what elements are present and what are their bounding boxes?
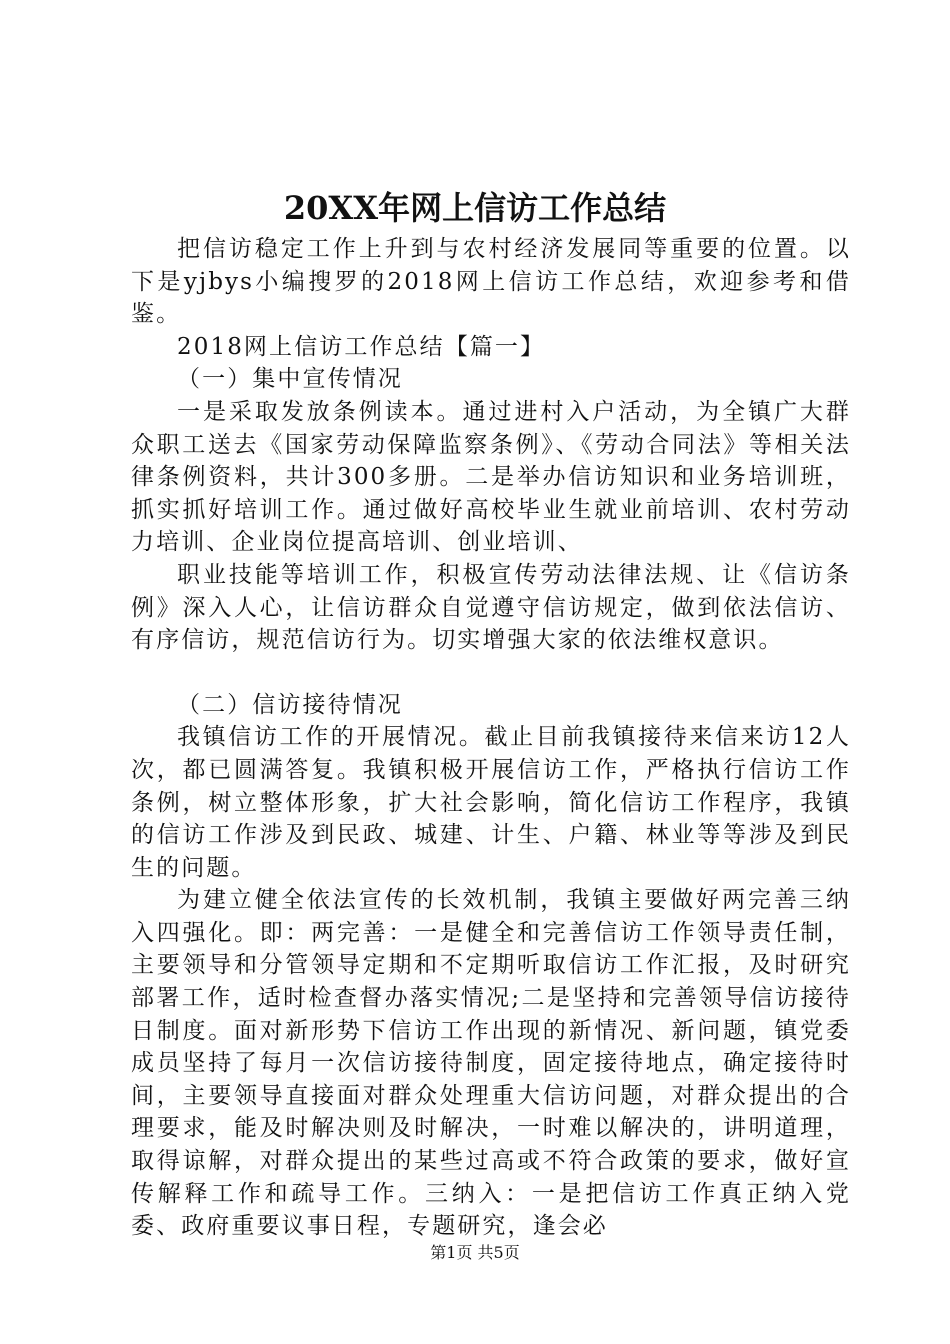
page-footer: 第1页 共5页 — [430, 1243, 520, 1262]
subsection-heading-2: （二）信访接待情况 — [177, 691, 403, 718]
section-heading-part-one: 2018网上信访工作总结【篇一】 — [177, 333, 546, 360]
body-paragraph: 一是采取发放条例读本。通过进村入户活动，为全镇广大群众职工送去《国家劳动保障监察条例》、《劳动合同法》等相关法律条例资料，共计300多册。二是举办信访知识和业务培训班，抓实抓好培训工作。通过做好高校毕业生就业前培训、农村劳动力培训、企业岗位提高培训、创业培训、 — [131, 398, 851, 556]
document-title: 20XX年网上信访工作总结 — [283, 189, 667, 227]
body-paragraph: 为建立健全依法宣传的长效机制，我镇主要做好两完善三纳入四强化。即：两完善：一是健全和完善信访工作领导责任制，主要领导和分管领导定期和不定期听取信访工作汇报，及时研究部署工作，适时检查督办落实情况;二是坚持和完善领导信访接待日制度。面对新形势下信访工作出现的新情况、新问题，镇党委成员坚持了每月一次信访接待制度，固定接待地点，确定接待时间，主要领导直接面对群众处理重大信访问题，对群众提出的合理要求，能及时解决则及时解决，一时难以解决的，讲明道理，取得谅解，对群众提出的某些过高或不符合政策的要求，做好宣传解释工作和疏导工作。三纳入：一是把信访工作真正纳入党委、政府重要议事日程，专题研究，逢会必 — [131, 887, 851, 1240]
document-body — [131, 233, 851, 1243]
subsection-heading-1: （一）集中宣传情况 — [177, 366, 403, 393]
body-paragraph: 职业技能等培训工作，积极宣传劳动法律法规、让《信访条例》深入人心，让信访群众自觉遵守信访规定，做到依法信访、有序信访，规范信访行为。切实增强大家的依法维权意识。 — [131, 561, 851, 654]
intro-paragraph: 把信访稳定工作上升到与农村经济发展同等重要的位置。以下是yjbys小编搜罗的2018网上信访工作总结，欢迎参考和借鉴。 — [131, 236, 851, 328]
body-paragraph: 我镇信访工作的开展情况。截止目前我镇接待来信来访12人次，都已圆满答复。我镇积极开展信访工作，严格执行信访工作条例，树立整体形象，扩大社会影响，简化信访工作程序，我镇的信访工作涉及到民政、城建、计生、户籍、林业等等涉及到民生的问题。 — [131, 724, 851, 881]
